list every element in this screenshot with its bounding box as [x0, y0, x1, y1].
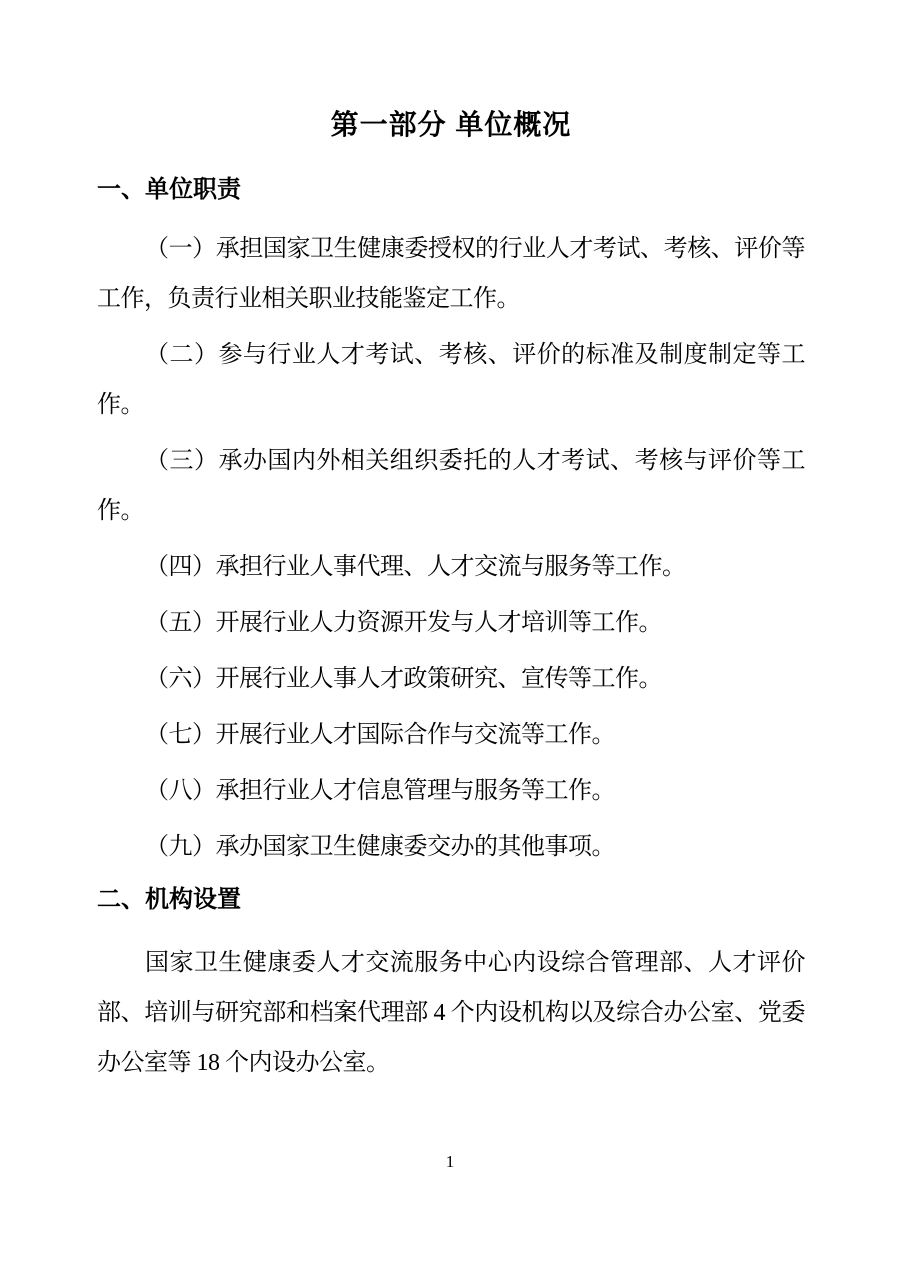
page-number: 1: [445, 1152, 455, 1171]
duty-item-3: （三）承办国内外相关组织委托的人才考试、考核与评价等工作。: [97, 448, 805, 524]
duty-item-8: （八）承担行业人才信息管理与服务等工作。: [145, 778, 615, 804]
duty-item-2: （二）参与行业人才考试、考核、评价的标准及制度制定等工作。: [97, 342, 805, 418]
structure-paragraph: 国家卫生健康委人才交流服务中心内设综合管理部、人才评价部、培训与研究部和档案代理部 4 个内设机构以及综合办公室、党委办公室等 18 个内设办公室。: [97, 950, 805, 1076]
duty-item-5: （五）开展行业人力资源开发与人才培训等工作。: [145, 610, 662, 636]
duty-item-7: （七）开展行业人才国际合作与交流等工作。: [145, 722, 615, 748]
duty-item-9: （九）承办国家卫生健康委交办的其他事项。: [145, 834, 615, 860]
page-title: 第一部分 单位概况: [330, 109, 572, 140]
duty-item-4: （四）承担行业人事代理、人才交流与服务等工作。: [145, 554, 686, 580]
section-heading-structure: 二、机构设置: [97, 886, 241, 913]
duty-item-6: （六）开展行业人事人才政策研究、宣传等工作。: [145, 666, 662, 692]
section-heading-duties: 一、单位职责: [97, 176, 241, 203]
duty-item-1: （一）承担国家卫生健康委授权的行业人才考试、考核、评价等工作，负责行业相关职业技能鉴定工作。: [97, 236, 805, 312]
